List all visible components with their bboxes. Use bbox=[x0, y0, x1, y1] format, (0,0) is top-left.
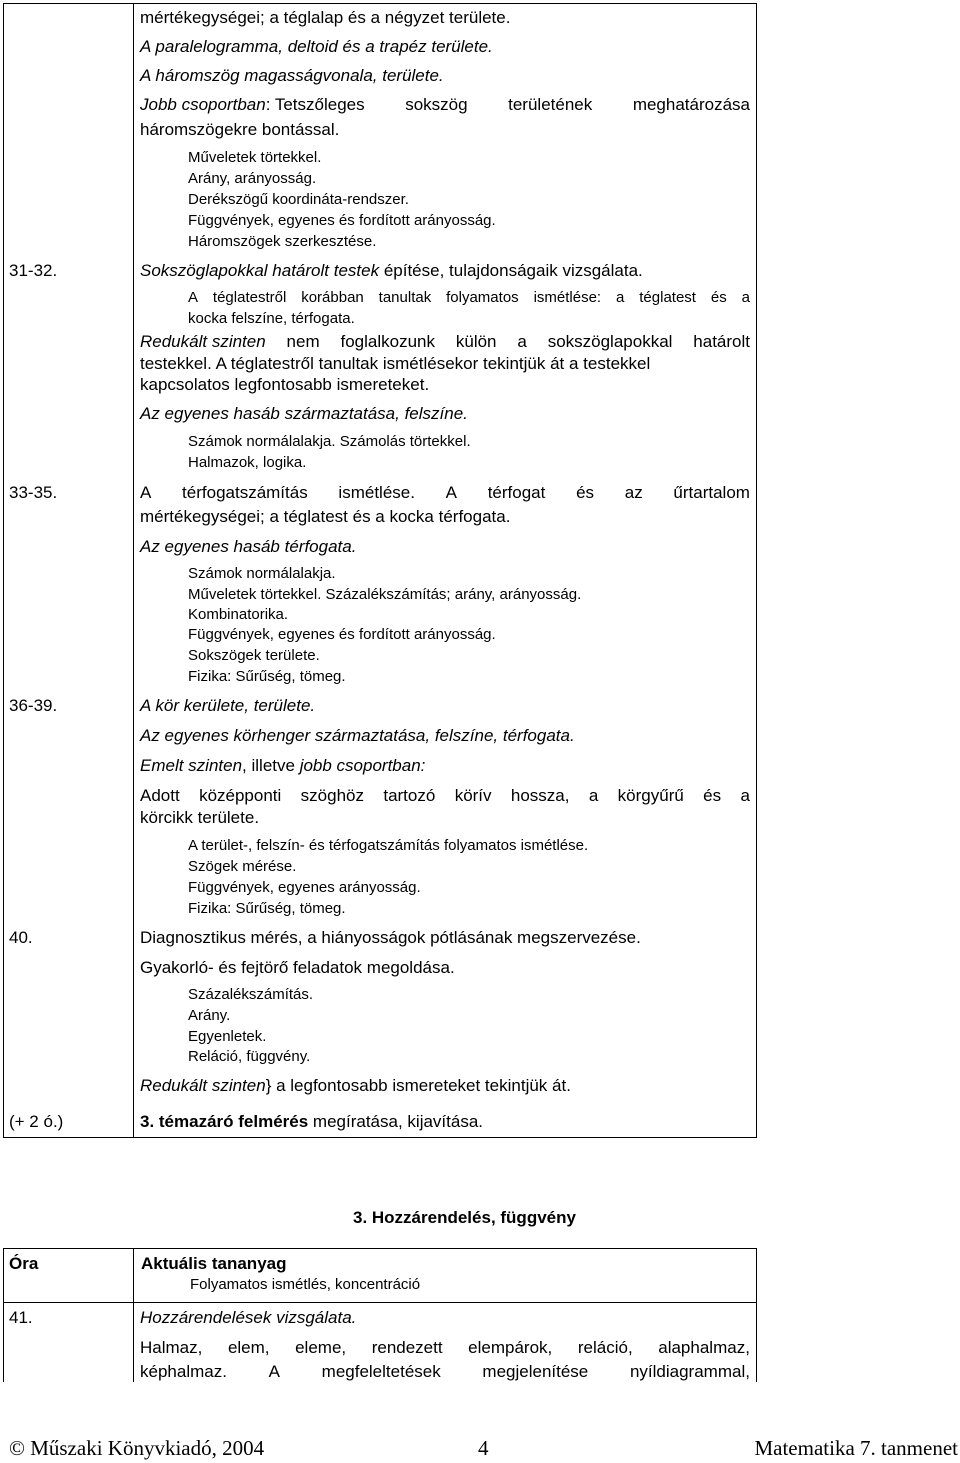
lesson-number: 31-32. bbox=[9, 261, 58, 280]
sub-item: Arány. bbox=[188, 1007, 231, 1024]
text-line: Redukált szinten} a legfontosabb ismereteket tekintjük át. bbox=[140, 1076, 571, 1095]
sub-item: Számok normálalakja. Számolás törtekkel. bbox=[188, 433, 471, 450]
lesson-number: 36-39. bbox=[9, 696, 58, 715]
text-line: Gyakorló- és fejtörő feladatok megoldása. bbox=[140, 958, 455, 977]
sub-item: Százalékszámítás. bbox=[188, 986, 314, 1003]
footer-publisher: © Műszaki Könyvkiadó, 2004 bbox=[9, 1436, 265, 1460]
footer-page-number: 4 bbox=[478, 1436, 489, 1460]
text-line: A paralelogramma, deltoid és a trapéz területe. bbox=[140, 37, 493, 56]
text-line: háromszögekre bontással. bbox=[140, 120, 340, 139]
header-ora: Óra bbox=[9, 1254, 39, 1273]
text-line: A háromszög magasságvonala, területe. bbox=[140, 66, 444, 85]
sub-item: Fizika: Sűrűség, tömeg. bbox=[188, 900, 346, 917]
lesson-number: (+ 2 ó.) bbox=[9, 1112, 64, 1131]
text-line: Halmaz, elem, eleme, rendezett elempárok, reláció, alaphalmaz, bbox=[140, 1338, 750, 1357]
jobb-word: területének bbox=[508, 95, 593, 114]
section-title: 3. Hozzárendelés, függvény bbox=[353, 1208, 576, 1227]
table-border bbox=[756, 1248, 757, 1382]
header-subtitle: Folyamatos ismétlés, koncentráció bbox=[190, 1276, 421, 1293]
sub-item: Függvények, egyenes és fordított arányosság. bbox=[188, 626, 496, 643]
adott-line: Adott középponti szöghöz tartozó körív hossza, a körgyűrű és a bbox=[140, 786, 750, 805]
jobb-word: sokszög bbox=[405, 95, 468, 114]
jobb-word: meghatározása bbox=[632, 95, 750, 114]
column-divider bbox=[133, 1248, 134, 1382]
lesson-number: 40. bbox=[9, 928, 33, 947]
sub-item: Derékszögű koordináta-rendszer. bbox=[188, 191, 409, 208]
sub-item: Műveletek törtekkel. Százalékszámítás; arány, arányosság. bbox=[188, 586, 582, 603]
lesson-topic: A kör kerülete, területe. bbox=[140, 696, 316, 715]
sub-item: Kombinatorika. bbox=[188, 606, 289, 623]
sub-item: Halmazok, logika. bbox=[188, 454, 307, 471]
text-line: Az egyenes hasáb térfogata. bbox=[140, 537, 357, 556]
text-line: körcikk területe. bbox=[140, 808, 260, 827]
sub-item: Műveletek törtekkel. bbox=[188, 149, 322, 166]
text-line: képhalmaz. A megfeleltetések megjelenítése nyíldiagrammal, bbox=[140, 1362, 750, 1381]
sub-item: Fizika: Sűrűség, tömeg. bbox=[188, 668, 346, 685]
sub-item: Sokszögek területe. bbox=[188, 647, 320, 664]
jobb-word: : Tetszőleges bbox=[265, 95, 365, 114]
table-border bbox=[3, 1248, 757, 1249]
sub-item: Egyenletek. bbox=[188, 1028, 267, 1045]
text-line: testekkel. A téglatestről tanultak ismétlésekor tekintjük át a testekkel bbox=[140, 354, 651, 373]
sub-item: Számok normálalakja. bbox=[188, 565, 336, 582]
text-line: Az egyenes körhenger származtatása, felszíne, térfogata. bbox=[140, 726, 575, 745]
table-border bbox=[3, 1248, 4, 1382]
lesson-topic: A térfogatszámítás ismétlése. A térfogat és az űrtartalom bbox=[140, 483, 750, 502]
sub-item: Háromszögek szerkesztése. bbox=[188, 233, 377, 250]
sub-item: Reláció, függvény. bbox=[188, 1048, 311, 1065]
lesson-topic: Diagnosztikus mérés, a hiányosságok pótlásának megszervezése. bbox=[140, 928, 641, 947]
sub-item: Függvények, egyenes arányosság. bbox=[188, 879, 421, 896]
text-line: kapcsolatos legfontosabb ismereteket. bbox=[140, 375, 430, 394]
text-line: Az egyenes hasáb származtatása, felszíne. bbox=[140, 404, 468, 423]
text-line: mértékegységei; a téglalap és a négyzet területe. bbox=[140, 8, 511, 27]
footer-title: Matematika 7. tanmenet bbox=[754, 1436, 958, 1460]
sub-item: Szögek mérése. bbox=[188, 858, 297, 875]
table-border bbox=[3, 1302, 757, 1303]
lesson-topic: Hozzárendelések vizsgálata. bbox=[140, 1308, 357, 1327]
emelt-line: Emelt szinten, illetve jobb csoportban: bbox=[140, 756, 426, 775]
jobb-label: Jobb csoportban bbox=[140, 95, 266, 114]
sub-item: kocka felszíne, térfogata. bbox=[188, 310, 355, 327]
header-tananyag: Aktuális tananyag bbox=[141, 1254, 287, 1273]
sub-line: A téglatestről korábban tanultak folyamatos ismétlése: a téglatest és a bbox=[188, 289, 750, 306]
redukalt-line: Redukált szinten nem foglalkozunk külön a sokszöglapokkal határolt bbox=[140, 332, 750, 351]
lesson-number: 41. bbox=[9, 1308, 33, 1327]
sub-item: Függvények, egyenes és fordított arányosság. bbox=[188, 212, 496, 229]
lesson-topic: 3. témazáró felmérés megíratása, kijavítása. bbox=[140, 1112, 484, 1131]
text-line: mértékegységei; a téglatest és a kocka térfogata. bbox=[140, 507, 511, 526]
column-divider bbox=[133, 3, 134, 1138]
sub-item: A terület-, felszín- és térfogatszámítás folyamatos ismétlése. bbox=[188, 837, 589, 854]
lesson-number: 33-35. bbox=[9, 483, 58, 502]
lesson-topic: Sokszöglapokkal határolt testek építése, tulajdonságaik vizsgálata. bbox=[140, 261, 643, 280]
jobb-line bbox=[140, 96, 750, 113]
sub-item: Arány, arányosság. bbox=[188, 170, 317, 187]
